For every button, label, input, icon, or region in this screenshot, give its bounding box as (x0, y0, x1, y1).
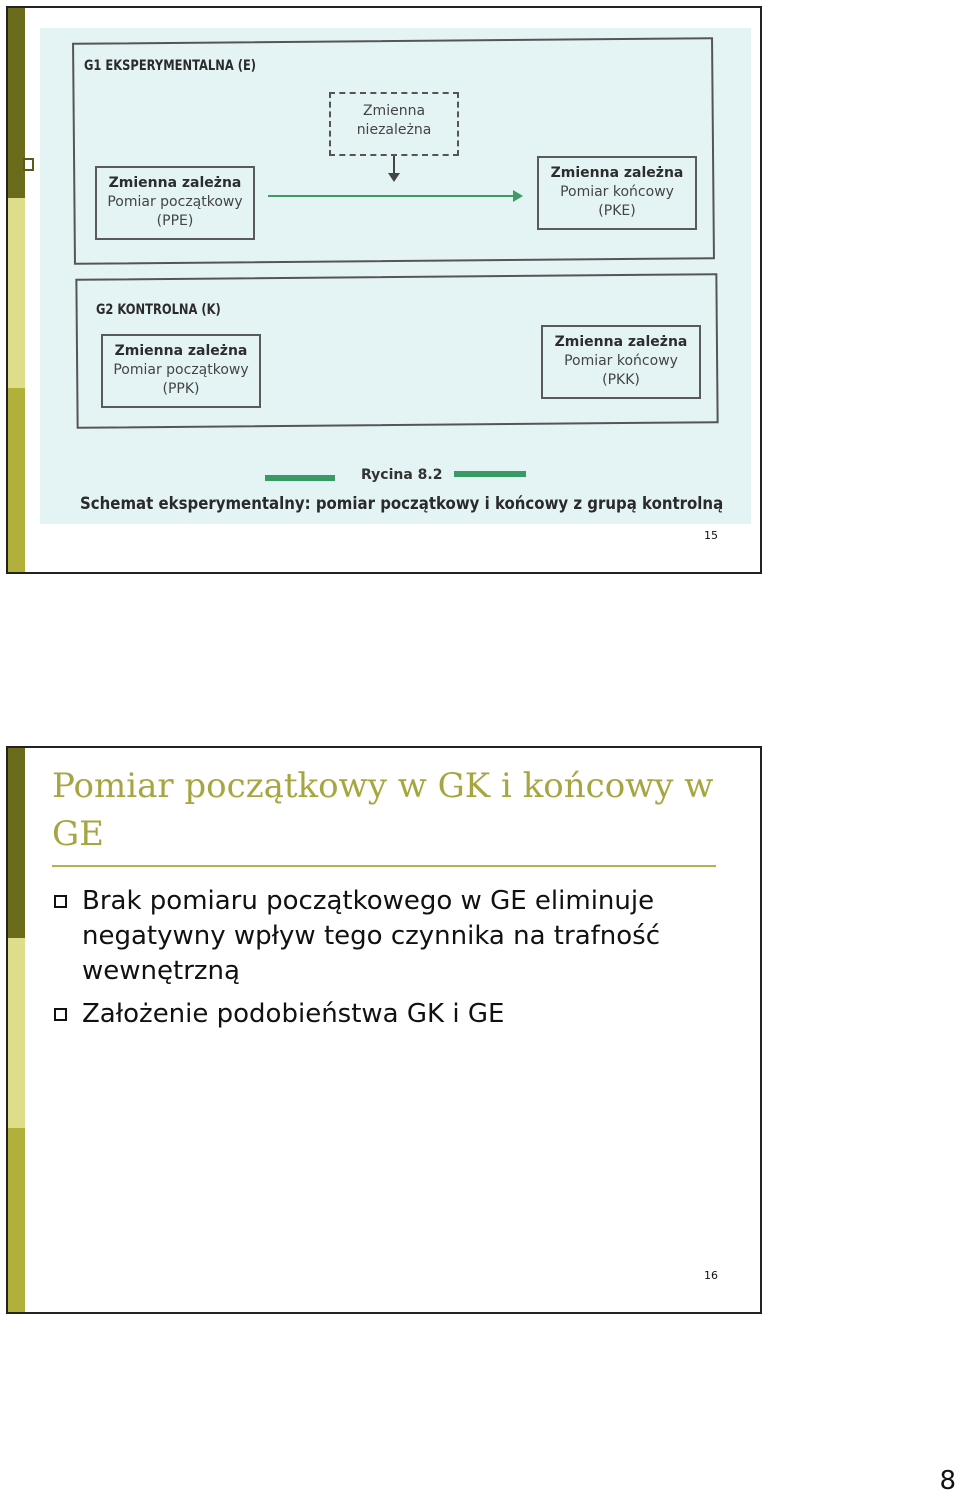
right-arrow-icon (268, 195, 514, 197)
pke-box: Zmienna zależna Pomiar końcowy (PKE) (537, 156, 697, 230)
bullet-list (52, 884, 732, 1040)
slide-16 (6, 746, 762, 1314)
caption-decor-left (265, 475, 335, 481)
caption-decor-right (454, 471, 526, 477)
title-divider (52, 865, 716, 867)
experimental-scheme-figure (40, 28, 751, 524)
slide-15 (6, 6, 762, 574)
figure-label: Rycina 8.2 (361, 467, 443, 483)
page-number: 8 (939, 1466, 956, 1496)
slide-accent-bar (8, 8, 25, 572)
figure-caption: Schemat eksperymentalny: pomiar początkowy i końcowy z grupą kontrolną (80, 494, 724, 514)
slide-number: 15 (704, 529, 718, 542)
pkk-box: Zmienna zależna Pomiar końcowy (PKK) (541, 325, 701, 399)
bullet-square-icon (23, 158, 34, 171)
independent-variable-box: Zmienna niezależna (329, 92, 459, 156)
bullet-square-icon (54, 1008, 67, 1021)
group-k-title: G2 KONTROLNA (K) (96, 302, 221, 318)
ppe-box: Zmienna zależna Pomiar początkowy (PPE) (95, 166, 255, 240)
list-item: Brak pomiaru początkowego w GE eliminuje negatywny wpływ tego czynnika na trafność wewnętrzną (52, 884, 732, 989)
slide-title: Pomiar początkowy w GK i końcowy w GE (52, 766, 714, 854)
bullet-square-icon (54, 895, 67, 908)
list-item: Założenie podobieństwa GK i GE (52, 997, 732, 1032)
group-e-title: G1 EKSPERYMENTALNA (E) (84, 58, 257, 74)
slide-number: 16 (704, 1269, 718, 1282)
ppk-box: Zmienna zależna Pomiar początkowy (PPK) (101, 334, 261, 408)
down-arrow-icon (393, 156, 395, 174)
slide-accent-bar (8, 748, 25, 1312)
